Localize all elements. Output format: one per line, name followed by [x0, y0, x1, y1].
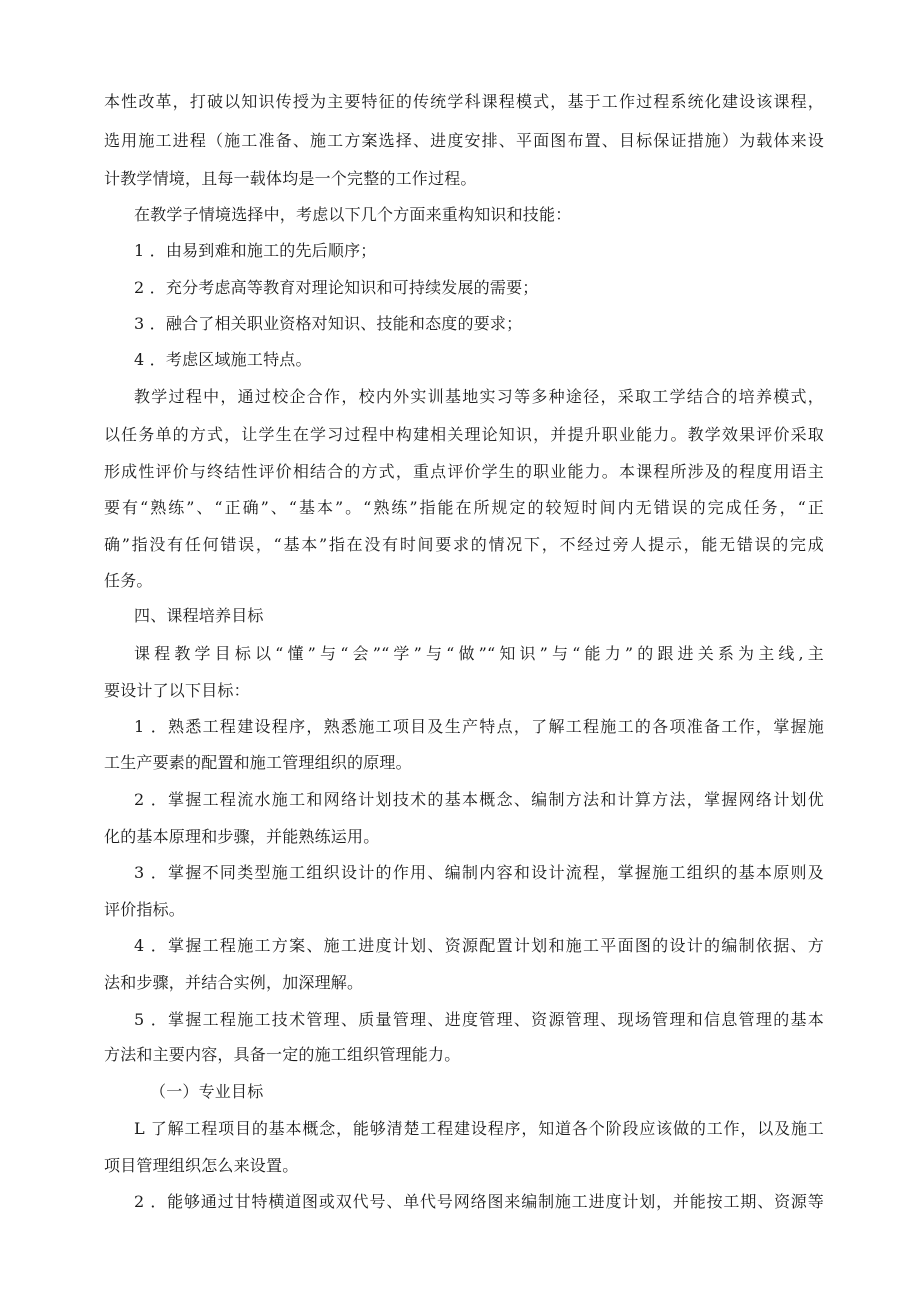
text-line: 形成性评价与终结性评价相结合的方式，重点评价学生的职业能力。本课程所涉及的程度用语主 — [104, 462, 824, 481]
text-line: 化的基本原理和步骤，并能熟练运用。 — [104, 827, 380, 846]
text-line: 教学过程中，通过校企合作，校内外实训基地实习等多种途径，采取工学结合的培养模式， — [134, 387, 824, 406]
text-line: 确”指没有任何错误，“基本”指在没有时间要求的情况下，不经过旁人提示，能无错误的完成 — [104, 535, 824, 554]
list-item: 1 ．熟悉工程建设程序，熟悉施工项目及生产特点，了解工程施工的各项准备工作，掌握施 — [134, 717, 824, 736]
list-item: 4 ．考虑区域施工特点。 — [134, 350, 312, 369]
list-item: 5 ．掌握工程施工技术管理、质量管理、进度管理、资源管理、现场管理和信息管理的基本 — [134, 1010, 824, 1029]
list-item: 2 ．能够通过甘特横道图或双代号、单代号网络图来编制施工进度计划，并能按工期、资源等 — [134, 1192, 824, 1211]
list-item: L 了解工程项目的基本概念，能够清楚工程建设程序，知道各个阶段应该做的工作，以及施工 — [134, 1119, 824, 1138]
text-line: 选用施工进程（施工准备、施工方案选择、进度安排、平面图布置、目标保证措施）为载体来设 — [104, 131, 824, 150]
text-line: 法和步骤，并结合实例，加深理解。 — [104, 973, 364, 992]
text-line: 要设计了以下目标： — [104, 681, 250, 700]
text-line: 方法和主要内容，具备一定的施工组织管理能力。 — [104, 1045, 461, 1064]
text-line: 计教学情境，且每一载体均是一个完整的工作过程。 — [104, 169, 477, 188]
text-line: 以任务单的方式，让学生在学习过程中构建相关理论知识，并提升职业能力。教学效果评价采取 — [104, 425, 824, 444]
text-line: 项目管理组织怎么来设置。 — [104, 1156, 299, 1175]
list-item: 3 ．融合了相关职业资格对知识、技能和态度的要求； — [134, 314, 523, 333]
text-line: 本性改革，打破以知识传授为主要特征的传统学科课程模式，基于工作过程系统化建设该课程， — [104, 92, 824, 111]
list-item: 3 ．掌握不同类型施工组织设计的作用、编制内容和设计流程，掌握施工组织的基本原则及 — [134, 863, 824, 882]
text-line: 工生产要素的配置和施工管理组织的原理。 — [104, 753, 412, 772]
list-item: 2 ．掌握工程流水施工和网络计划技术的基本概念、编制方法和计算方法，掌握网络计划优 — [134, 790, 824, 809]
subsection-heading: （一）专业目标 — [150, 1082, 264, 1101]
text-line: 课程教学目标以“懂”与“会”“学”与“做”“知识”与“能力”的跟进关系为主线,主 — [134, 644, 824, 663]
list-item: 4 ．掌握工程施工方案、施工进度计划、资源配置计划和施工平面图的设计的编制依据、方 — [134, 936, 824, 955]
list-item: 2 ．充分考虑高等教育对理论知识和可持续发展的需要； — [134, 278, 539, 297]
list-item: 1 ．由易到难和施工的先后顺序； — [134, 241, 377, 260]
section-heading: 四、课程培养目标 — [134, 606, 264, 625]
text-line: 要有“熟练”、“正确”、“基本”。“熟练”指能在所规定的较短时间内无错误的完成任务，“正 — [104, 498, 824, 517]
text-line: 任务。 — [104, 571, 153, 590]
text-line: 评价指标。 — [104, 900, 186, 919]
text-line: 在教学子情境选择中，考虑以下几个方面来重构知识和技能： — [134, 205, 572, 224]
